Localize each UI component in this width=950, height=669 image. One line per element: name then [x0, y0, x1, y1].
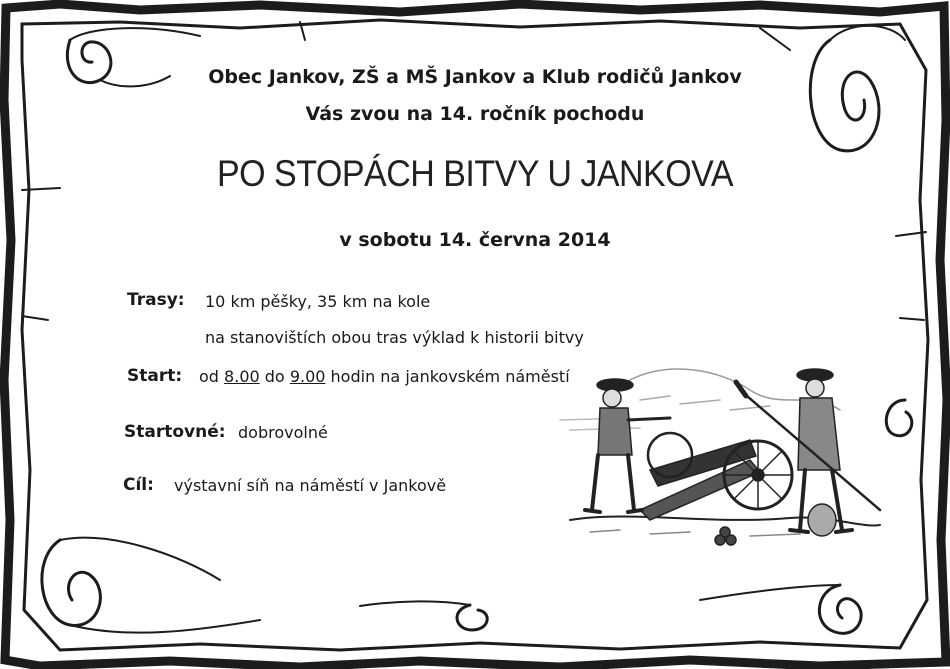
cil-value: výstavní síň na náměstí v Jankově	[174, 476, 447, 495]
start-mid: do	[264, 367, 285, 386]
start-from-time: 8.00	[224, 367, 260, 386]
startovne-value: dobrovolné	[238, 423, 328, 442]
start-label: Start:	[127, 366, 183, 386]
invitation-subtitle: Vás zvou na 14. ročník pochodu	[305, 103, 645, 125]
invitation-organizers: Obec Jankov, ZŠ a MŠ Jankov a Klub rodičů Jankov	[208, 66, 742, 88]
cannon-soldiers-illustration	[550, 360, 890, 560]
start-pre: od	[199, 367, 219, 386]
event-date: v sobotu 14. června 2014	[339, 229, 611, 251]
start-post: hodin na jankovském náměstí	[330, 367, 570, 386]
trasy-label: Trasy:	[127, 290, 185, 310]
cil-label: Cíl:	[123, 475, 154, 495]
trasy-note: na stanovištích obou tras výklad k historii bitvy	[205, 328, 584, 347]
start-to-time: 9.00	[289, 367, 326, 386]
trasy-value: 10 km pěšky, 35 km na kole	[205, 292, 431, 311]
page-title: PO STOPÁCH BITVY U JANKOVA	[216, 153, 734, 195]
startovne-label: Startovné:	[124, 422, 226, 442]
start-value	[199, 367, 570, 386]
